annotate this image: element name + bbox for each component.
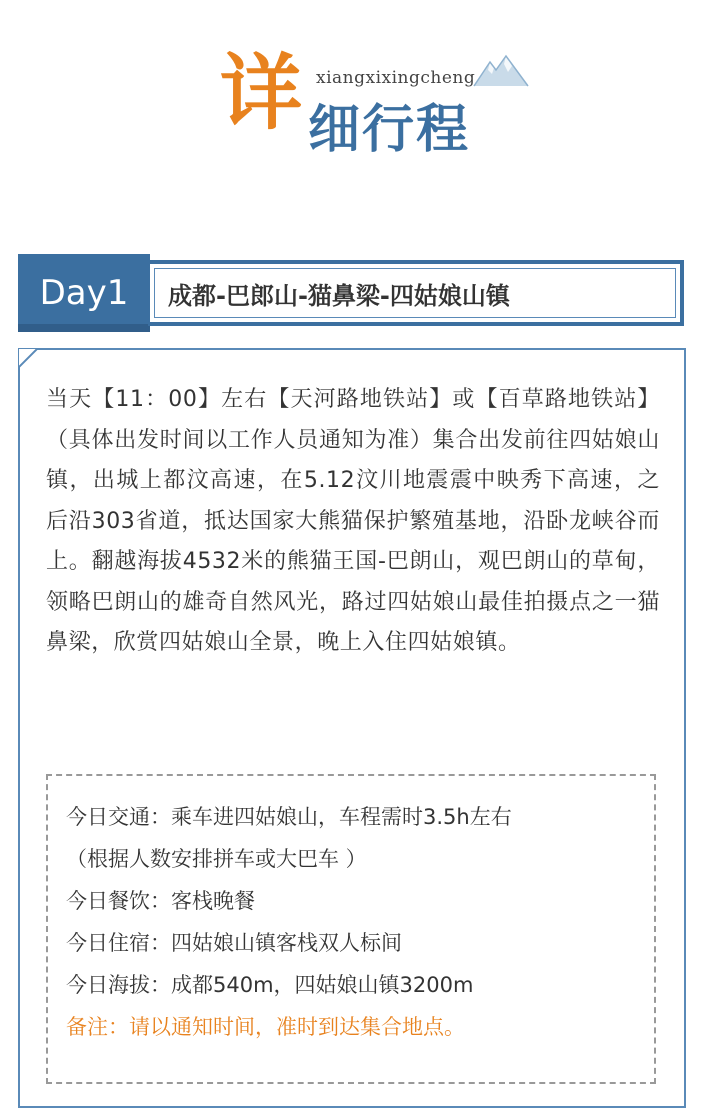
title-rest: 细行程	[308, 99, 471, 160]
info-dining: 今日餐饮：客栈晚餐	[66, 889, 255, 913]
title-first-char: 详	[220, 45, 303, 141]
info-lodging: 今日住宿：四姑娘山镇客栈双人标间	[66, 931, 402, 955]
day-header	[18, 254, 686, 332]
info-transport: 今日交通：乘车进四姑娘山，车程需时3.5h左右	[66, 805, 512, 829]
title-pinyin: xiangxixingcheng	[316, 68, 476, 88]
page-title	[220, 45, 540, 162]
day-route-title: 成都-巴郎山-猫鼻梁-四姑娘山镇	[168, 282, 510, 310]
info-remark: 备注：请以通知时间，准时到达集合地点。	[66, 1015, 465, 1039]
mountain-icon	[472, 52, 530, 88]
info-altitude: 今日海拔：成都540m，四姑娘山镇3200m	[66, 973, 474, 997]
day-description: 当天【11：00】左右【天河路地铁站】或【百草路地铁站】（具体出发时间以工作人员通知为准）集合出发前往四姑娘山镇，出城上都汶高速，在5.12汶川地震震中映秀下高速，之后沿303省道，抵达国家大熊猫保护繁殖基地，沿卧龙峡谷而上。翻越海拔4532米的熊猫王国-巴朗山，观巴朗山的草甸，领略巴朗山的雄奇自然风光，路过四姑娘山最佳拍摄点之一猫鼻梁，欣赏四姑娘山全景，晚上入住四姑娘镇。	[46, 387, 660, 655]
day-label: Day1	[18, 254, 150, 332]
info-transport-note: （根据人数安排拼车或大巴车 ）	[66, 847, 367, 871]
corner-triangle-icon	[18, 348, 40, 370]
day-tab-shadow	[18, 324, 150, 332]
info-list	[66, 796, 646, 1048]
